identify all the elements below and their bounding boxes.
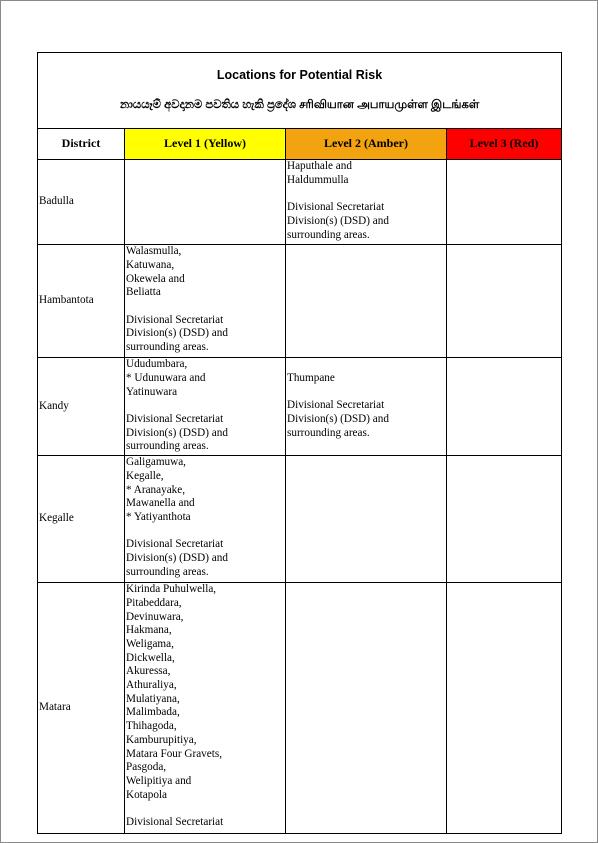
level-2-cell xyxy=(286,245,447,358)
level-1-cell xyxy=(125,160,286,245)
level-1-cell: Kirinda Puhulwella, Pitabeddara, Devinuwara, Hakmana, Weligama, Dickwella, Akuressa, Athuraliya, Mulatiyana, Malimbada, Thihagoda, Kamburupitiya, Matara Four Gravets, Pasgoda, Welipitiya and Kotapola Divisional Secretariat xyxy=(125,583,286,834)
level-1-cell: Galigamuwa, Kegalle, * Aranayake, Mawanella and * Yatiyanthota Divisional Secretariat Division(s) (DSD) and surrounding areas. xyxy=(125,456,286,583)
district-cell: Badulla xyxy=(38,160,125,245)
table-row xyxy=(38,160,562,245)
title-english: Locations for Potential Risk xyxy=(216,67,383,82)
level-3-cell xyxy=(447,160,562,245)
header-level-1: Level 1 (Yellow) xyxy=(125,129,286,160)
header-level-3: Level 3 (Red) xyxy=(447,129,562,160)
header-level-2: Level 2 (Amber) xyxy=(286,129,447,160)
table-title xyxy=(38,53,562,129)
title-row xyxy=(38,53,562,129)
table-row xyxy=(38,358,562,456)
risk-locations-table xyxy=(37,52,562,834)
header-district: District xyxy=(38,129,125,160)
district-cell: Hambantota xyxy=(38,245,125,358)
level-3-cell xyxy=(447,583,562,834)
level-3-cell xyxy=(447,456,562,583)
level-2-cell xyxy=(286,456,447,583)
district-cell: Kandy xyxy=(38,358,125,456)
district-cell: Kegalle xyxy=(38,456,125,583)
level-2-cell: Haputhale and Haldummulla Divisional Secretariat Division(s) (DSD) and surrounding areas. xyxy=(286,160,447,245)
level-3-cell xyxy=(447,245,562,358)
table-row xyxy=(38,583,562,834)
district-cell: Matara xyxy=(38,583,125,834)
level-1-cell: Walasmulla, Katuwana, Okewela and Beliatta Divisional Secretariat Division(s) (DSD) and surrounding areas. xyxy=(125,245,286,358)
table-row xyxy=(38,456,562,583)
level-2-cell xyxy=(286,583,447,834)
level-3-cell xyxy=(447,358,562,456)
table-row xyxy=(38,245,562,358)
header-row xyxy=(38,129,562,160)
title-local-languages: නායයෑම් අවදානම පවතිය හැකි ප්‍රදේශ சரிவியான அபாயமுள்ள இடங்கள் xyxy=(119,99,480,112)
level-2-cell: Thumpane Divisional Secretariat Division(s) (DSD) and surrounding areas. xyxy=(286,358,447,456)
level-1-cell: Ududumbara, * Udunuwara and Yatinuwara Divisional Secretariat Division(s) (DSD) and surrounding areas. xyxy=(125,358,286,456)
